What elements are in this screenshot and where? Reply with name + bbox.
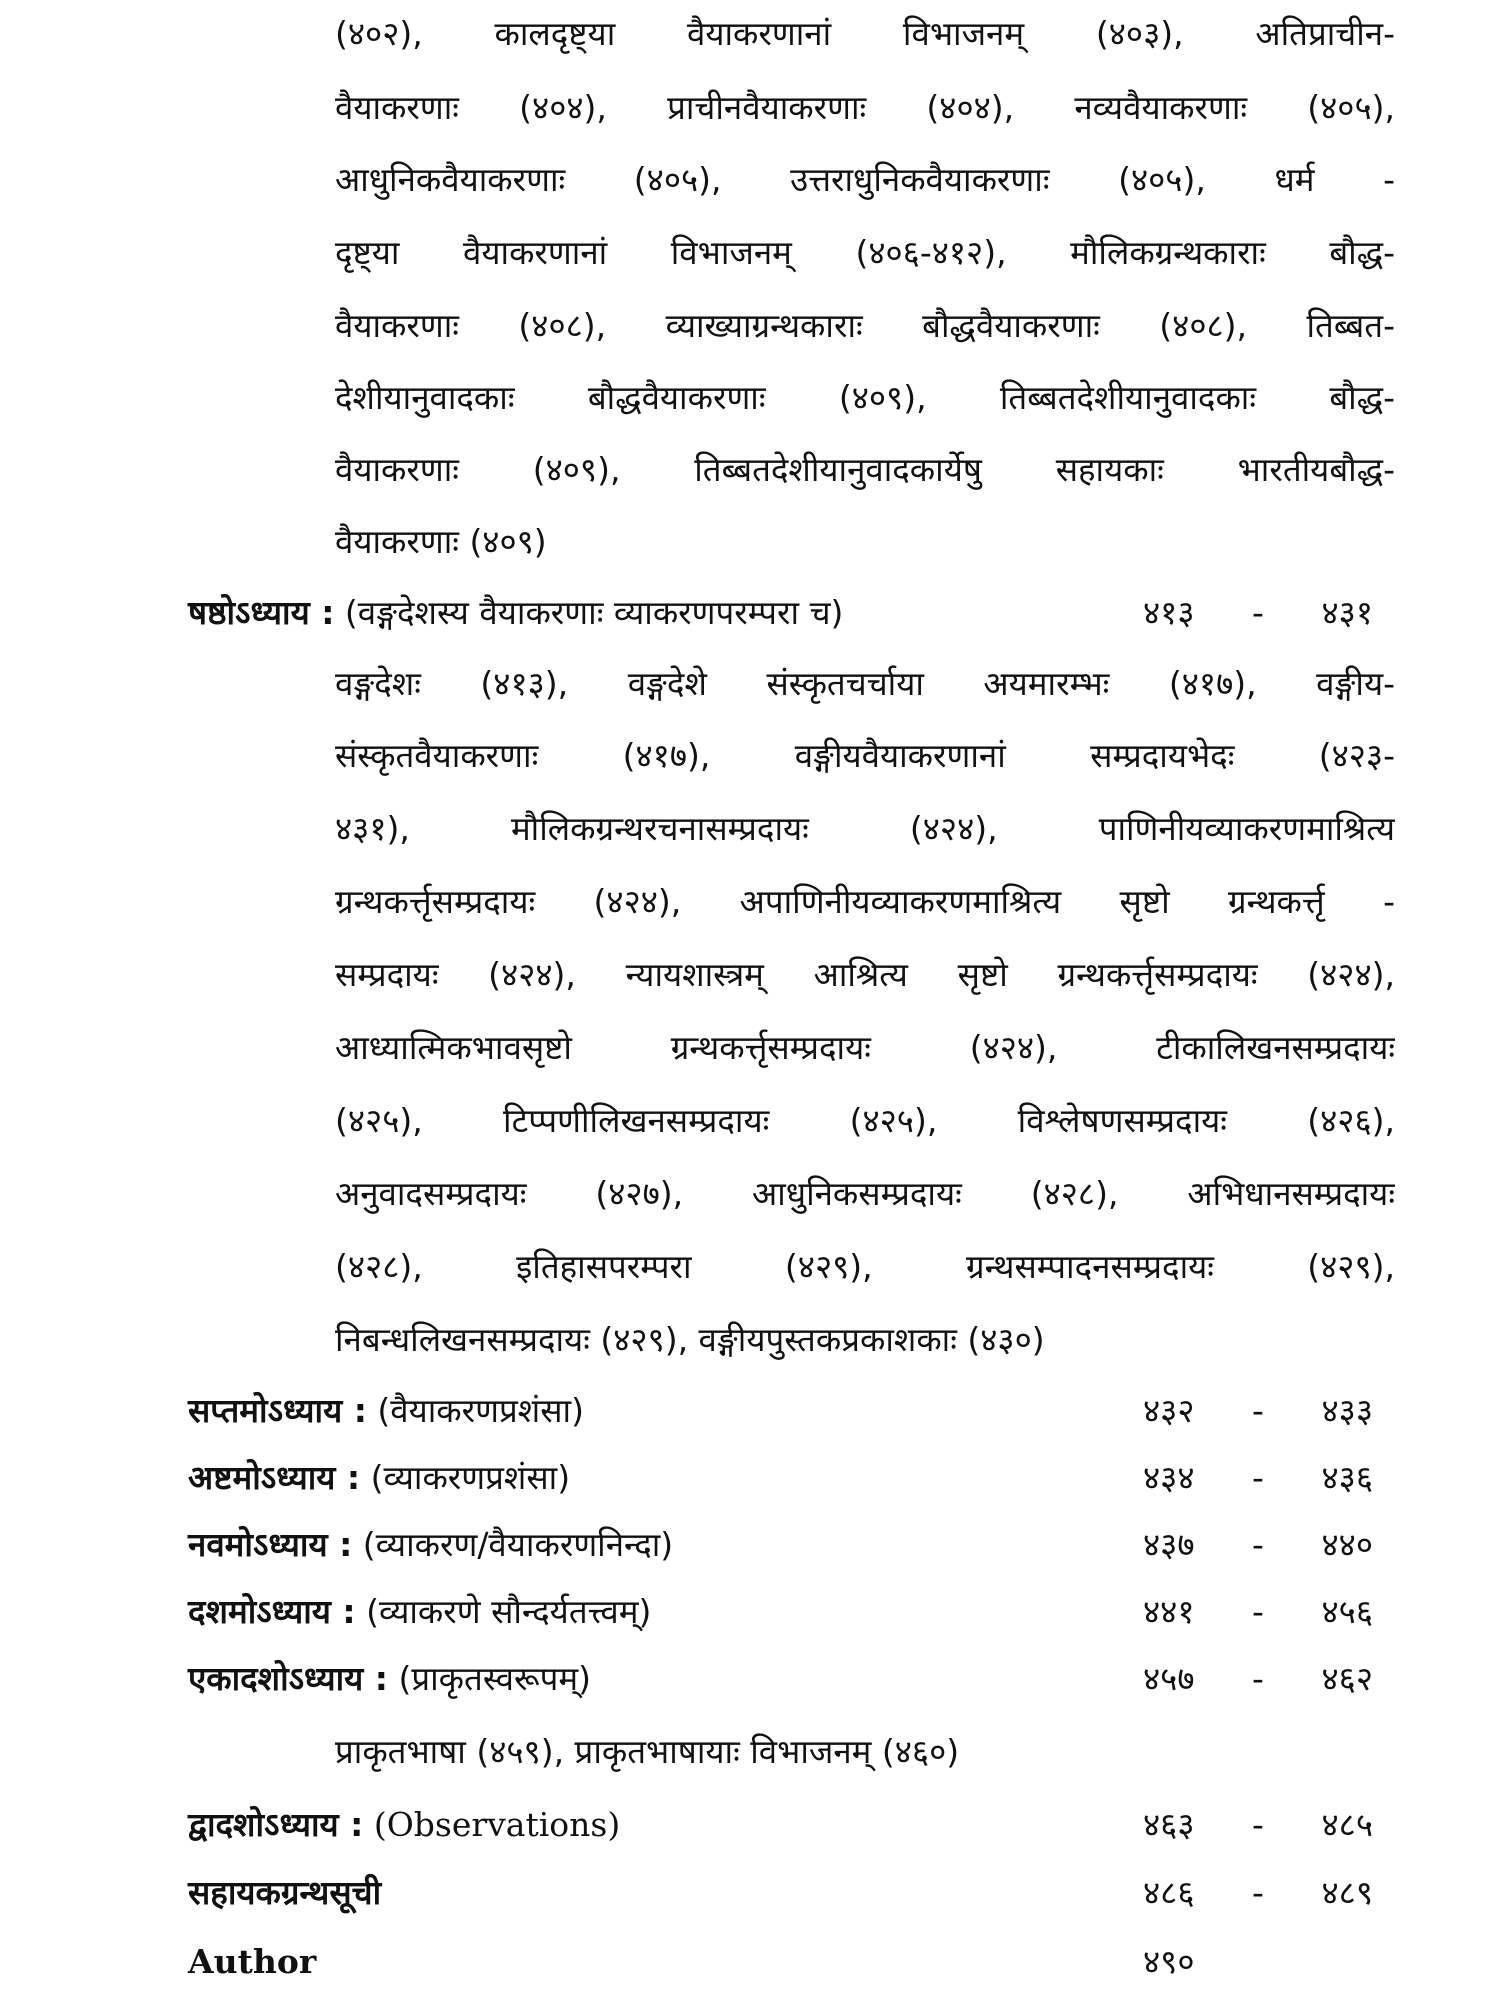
- page-range: ४५७ - ४६२: [1143, 1659, 1373, 1698]
- topic-line: निबन्धलिखनसम्प्रदायः (४२९), वङ्गीयपुस्तकप्रकाशकाः (४३०): [335, 1320, 1045, 1359]
- page-range: ४३४ - ४३६: [1143, 1458, 1373, 1497]
- chapter-label: नवमोऽध्याय :: [188, 1525, 353, 1564]
- chapter-label: एकादशोऽध्याय :: [188, 1659, 388, 1698]
- bibliography-entry: [188, 1868, 1378, 1918]
- topic-line: दृष्ट्या वैयाकरणानां विभाजनम् (४०६-४१२), मौलिकग्रन्थकाराः बौद्ध-: [335, 233, 1395, 272]
- author-entry: [188, 1937, 1378, 1987]
- page-range: ४६३ - ४८५: [1143, 1805, 1373, 1844]
- page-number: ४९०: [1143, 1942, 1195, 1981]
- chapter-label: दशमोऽध्याय :: [188, 1592, 356, 1631]
- chapter-subtitle: (Observations): [363, 1805, 621, 1844]
- topic-line: वैयाकरणाः (४०९), तिब्बतदेशीयानुवादकार्येषु सहायकाः भारतीयबौद्ध-: [335, 450, 1395, 489]
- topic-line: वैयाकरणाः (४०४), प्राचीनवैयाकरणाः (४०४), नव्यवैयाकरणाः (४०५),: [335, 88, 1395, 127]
- topic-line: वैयाकरणाः (४०८), व्याख्याग्रन्थकाराः बौद्धवैयाकरणाः (४०८), तिब्बत-: [335, 306, 1395, 345]
- topic-line: ४३१), मौलिकग्रन्थरचनासम्प्रदायः (४२४), पाणिनीयव्याकरणमाश्रित्य: [335, 809, 1395, 848]
- topic-line: प्राकृतभाषा (४५९), प्राकृतभाषायाः विभाजनम् (४६०): [335, 1732, 960, 1771]
- topic-line: (४२५), टिप्पणीलिखनसम्प्रदायः (४२५), विश्लेषणसम्प्रदायः (४२६),: [335, 1101, 1395, 1140]
- page-range: ४८६ - ४८९: [1143, 1873, 1373, 1912]
- chapter-subtitle: (व्याकरणे सौन्दर्यतत्त्वम्): [355, 1592, 652, 1631]
- chapter-subtitle: (व्याकरण/वैयाकरणनिन्दा): [352, 1525, 674, 1564]
- page-range: ४४१ - ४५६: [1143, 1592, 1373, 1631]
- topic-line: ग्रन्थकर्त्तृसम्प्रदायः (४२४), अपाणिनीयव्याकरणमाश्रित्य सृष्टो ग्रन्थकर्त्तृ -: [335, 882, 1395, 921]
- chapter-12-entry: [188, 1800, 1378, 1850]
- chapter-label: द्वादशोऽध्याय :: [188, 1805, 364, 1844]
- topic-line: (४०२), कालदृष्ट्या वैयाकरणानां विभाजनम् (४०३), अतिप्राचीन-: [335, 14, 1395, 53]
- topic-line: अनुवादसम्प्रदायः (४२७), आधुनिकसम्प्रदायः (४२८), अभिधानसम्प्रदायः: [335, 1174, 1395, 1213]
- chapter-7-entry: [188, 1386, 1378, 1436]
- chapter-label: सप्तमोऽध्याय :: [188, 1391, 367, 1430]
- page-range: ४३७ - ४४०: [1143, 1525, 1373, 1564]
- page-range: ४३२ - ४३३: [1143, 1391, 1373, 1430]
- topic-line: देशीयानुवादकाः बौद्धवैयाकरणाः (४०९), तिब्बतदेशीयानुवादकाः बौद्ध-: [335, 378, 1395, 417]
- chapter-label: अष्टमोऽध्याय :: [188, 1458, 361, 1497]
- chapter-8-entry: [188, 1453, 1378, 1503]
- bibliography-label: सहायकग्रन्थसूची: [188, 1873, 382, 1912]
- chapter-9-entry: [188, 1520, 1378, 1570]
- topic-line: सम्प्रदायः (४२४), न्यायशास्त्रम् आश्रित्य सृष्टो ग्रन्थकर्त्तृसम्प्रदायः (४२४),: [335, 955, 1395, 994]
- chapter-subtitle: (व्याकरणप्रशंसा): [360, 1458, 571, 1497]
- chapter-subtitle: (वङ्गदेशस्य वैयाकरणाः व्याकरणपरम्परा च): [334, 593, 844, 632]
- topic-line: आध्यात्मिकभावसृष्टो ग्रन्थकर्त्तृसम्प्रदायः (४२४), टीकालिखनसम्प्रदायः: [335, 1028, 1395, 1067]
- author-label: Author: [188, 1942, 317, 1981]
- chapter-subtitle: (प्राकृतस्वरूपम्): [387, 1659, 592, 1698]
- topic-line: वैयाकरणाः (४०९): [335, 522, 547, 561]
- page-range: ४१३ - ४३१: [1143, 593, 1373, 632]
- topic-line: संस्कृतवैयाकरणाः (४१७), वङ्गीयवैयाकरणानां सम्प्रदायभेदः (४२३-: [335, 736, 1395, 775]
- chapter-title: [188, 588, 843, 638]
- chapter-6-entry: [188, 588, 1378, 638]
- chapter-subtitle: (वैयाकरणप्रशंसा): [366, 1391, 584, 1430]
- chapter-10-entry: [188, 1587, 1378, 1637]
- topic-line: वङ्गदेशः (४१३), वङ्गदेशे संस्कृतचर्चाया अयमारम्भः (४१७), वङ्गीय-: [335, 664, 1395, 703]
- topic-line: आधुनिकवैयाकरणाः (४०५), उत्तराधुनिकवैयाकरणाः (४०५), धर्म -: [335, 160, 1395, 199]
- chapter-11-entry: [188, 1654, 1378, 1704]
- chapter-label: षष्ठोऽध्याय :: [188, 593, 335, 632]
- topic-line: (४२८), इतिहासपरम्परा (४२९), ग्रन्थसम्पादनसम्प्रदायः (४२९),: [335, 1247, 1395, 1286]
